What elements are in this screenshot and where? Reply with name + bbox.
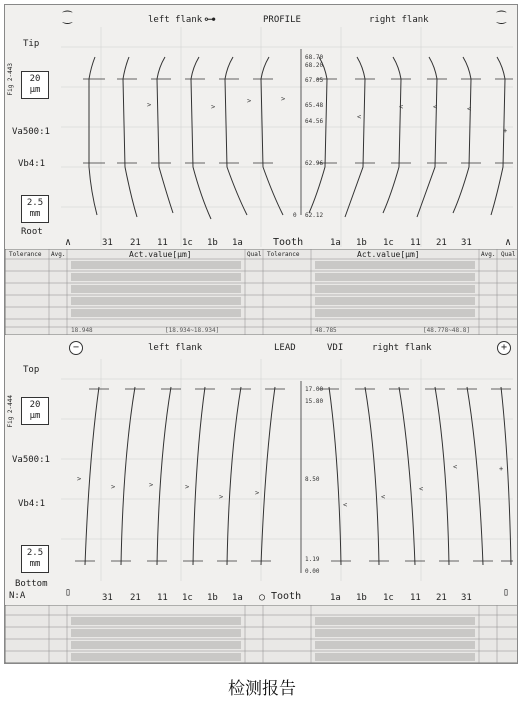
lead-plot (61, 359, 513, 581)
profile-trace-left-2 (123, 57, 137, 217)
profile-tolerance-ticks (83, 79, 513, 163)
tooth-number: 1a (330, 593, 341, 603)
marker-gt: > (147, 101, 152, 109)
report-caption: 检测报告 (228, 679, 296, 699)
profile-trace-left-5 (225, 57, 247, 215)
scale-unit: µm (29, 411, 41, 421)
profile-data-table (5, 249, 518, 335)
profile-table-bottom-right: 48.785 (315, 327, 337, 334)
lead-data-table (5, 605, 518, 663)
profile-corner-icon-right: ⁐ (497, 11, 506, 24)
profile-traces (89, 57, 508, 219)
profile-left-flank-label: left flank (148, 15, 203, 25)
tooth-number: 1c (383, 593, 394, 603)
profile-vertical-scale-box (21, 71, 49, 99)
profile-tip-label: Tip (23, 39, 40, 49)
marker-lt: < (399, 103, 404, 111)
tooth-number: 1b (207, 238, 218, 248)
tooth-number: 21 (436, 593, 447, 603)
profile-table-actual-header: Act.value[µm] (129, 250, 192, 259)
axis-value: 17.00 (305, 386, 324, 393)
profile-grid (61, 27, 513, 247)
scale-value: 2.5 (26, 548, 44, 558)
axis-value: 64.56 (305, 118, 324, 125)
lead-axis-values (305, 386, 323, 575)
lead-bottom-label: Bottom (15, 579, 48, 589)
profile-side-label: Fig 2-443 (7, 63, 14, 96)
tooth-number: 1b (207, 593, 218, 603)
profile-trace-left-3 (157, 57, 173, 213)
tooth-number: 1a (330, 238, 341, 248)
bracket-icon: ∧ (505, 237, 512, 248)
tooth-number: 21 (436, 238, 447, 248)
lead-trace-left-1 (85, 387, 99, 565)
lead-left-flank-label: left flank (148, 343, 203, 353)
axis-value: 68.20 (305, 62, 324, 69)
lead-trace-left-2 (121, 387, 135, 565)
tooth-selector-icon[interactable]: ○ (259, 592, 266, 603)
tooth-number: 11 (157, 593, 168, 603)
tooth-number: 31 (102, 238, 113, 248)
axis-value: 62.96 (305, 160, 324, 167)
marker-lt: < (433, 103, 438, 111)
marker-lt: < (381, 493, 386, 501)
profile-trace-left-1 (89, 57, 97, 215)
profile-table-avg-header-right: Avg. (481, 251, 496, 258)
marker-gt: > (185, 483, 190, 491)
profile-ratio-b: Vb4:1 (18, 159, 46, 169)
tooth-number: 1a (232, 593, 243, 603)
profile-table-qual-header: Qual (247, 251, 262, 258)
marker-gt: > (149, 481, 154, 489)
axis-value: 67.05 (305, 77, 324, 84)
profile-trace-right-4 (417, 57, 437, 217)
tooth-number: 1a (232, 238, 243, 248)
profile-trace-right-2 (345, 57, 365, 217)
axis-value: 65.48 (305, 102, 324, 109)
marker-gt: > (255, 489, 260, 497)
marker-plus: + (503, 127, 508, 135)
marker-lt: < (343, 501, 348, 509)
marker-lt: < (453, 463, 458, 471)
axis-zero: 0 (293, 212, 297, 219)
profile-table-tolerance-header-right: Tolerance (267, 251, 300, 258)
marker-gt: > (247, 97, 252, 105)
zoom-in-button[interactable]: + (497, 341, 511, 355)
lead-trace-right-6 (501, 387, 511, 565)
lead-ratio-b: Vb4:1 (18, 499, 46, 509)
marker-gt: > (281, 95, 286, 103)
lead-top-label: Top (23, 365, 40, 375)
lead-title: LEAD (274, 343, 296, 353)
lead-trace-right-2 (365, 387, 379, 565)
marker-plus: + (499, 465, 504, 473)
profile-title: PROFILE (263, 15, 301, 25)
profile-trace-left-6 (261, 57, 286, 215)
lead-right-flank-label: right flank (372, 343, 432, 353)
scale-value: 2.5 (26, 198, 44, 208)
profile-tooth-label: Tooth (273, 237, 304, 248)
axis-value: 1.19 (305, 556, 320, 563)
tooth-number: 31 (461, 238, 472, 248)
scale-unit: mm (29, 209, 41, 219)
lead-traces (85, 387, 511, 565)
lead-horizontal-scale-box (21, 545, 49, 573)
axis-value: 8.50 (305, 476, 320, 483)
profile-corner-icon: ⁐ (63, 11, 72, 24)
profile-table-tolerance-header: Tolerance (9, 251, 42, 258)
lead-ratio-a: Va500:1 (12, 455, 50, 465)
scale-unit: µm (29, 85, 41, 95)
bracket-icon: ▯ (65, 587, 72, 598)
tooth-number: 31 (461, 593, 472, 603)
tooth-number: 11 (410, 593, 421, 603)
lead-trace-right-3 (399, 387, 415, 565)
tooth-number: 31 (102, 593, 113, 603)
lead-trace-right-1 (329, 387, 341, 565)
lead-trace-right-5 (467, 387, 483, 565)
lead-tooth-label: Tooth (271, 591, 302, 602)
axis-value: 15.80 (305, 398, 324, 405)
tooth-number: 11 (157, 238, 168, 248)
marker-lt: < (419, 485, 424, 493)
profile-markers (147, 95, 507, 135)
profile-trace-left-4 (191, 57, 211, 219)
profile-table-qual-header-right: Qual (501, 251, 516, 258)
scale-value: 20 (29, 74, 41, 84)
marker-gt: > (219, 493, 224, 501)
tooth-number: 1b (356, 593, 367, 603)
tooth-number: 1c (182, 593, 193, 603)
marker-lt: < (357, 113, 362, 121)
bracket-icon: ▯ (503, 587, 510, 598)
zoom-out-button[interactable]: − (69, 341, 83, 355)
lead-na-label: N:A (9, 591, 26, 601)
flank-symbol-icon: ⊶ (204, 12, 216, 26)
tooth-number: 1c (383, 238, 394, 248)
lead-trace-left-6 (261, 387, 275, 565)
profile-right-flank-label: right flank (369, 15, 429, 25)
lead-trace-left-5 (227, 387, 241, 565)
profile-table-bottom-left-range: [18.934~18.934] (165, 327, 220, 334)
lead-markers (77, 463, 503, 509)
bracket-icon: ∧ (65, 237, 72, 248)
lead-trace-left-4 (193, 387, 205, 565)
tooth-number: 21 (130, 238, 141, 248)
lead-side-label: Fig 2-444 (7, 395, 14, 428)
lead-vertical-scale-box (21, 397, 49, 425)
axis-value: 68.70 (305, 54, 324, 61)
profile-table-avg-header: Avg. (51, 251, 66, 258)
profile-trace-right-5 (453, 57, 471, 213)
tooth-number: 1c (182, 238, 193, 248)
profile-table-actual-header-right: Act.value[µm] (357, 250, 420, 259)
lead-grid (61, 359, 513, 581)
profile-plot (61, 27, 513, 247)
scale-unit: mm (29, 559, 41, 569)
tooth-number: 21 (130, 593, 141, 603)
profile-table-bottom-left: 18.948 (71, 327, 93, 334)
profile-axis-values (293, 54, 323, 219)
axis-value: 0.00 (305, 568, 320, 575)
tooth-number: 11 (410, 238, 421, 248)
marker-gt: > (111, 483, 116, 491)
profile-table-bottom-right-range: [48.778~48.8] (423, 327, 470, 334)
profile-root-label: Root (21, 227, 43, 237)
profile-trace-right-6 (491, 57, 508, 215)
profile-trace-right-3 (383, 57, 404, 213)
lead-trace-left-3 (157, 387, 171, 565)
lead-trace-right-4 (435, 387, 449, 565)
marker-gt: > (211, 103, 216, 111)
marker-lt: < (467, 105, 472, 113)
marker-gt: > (77, 475, 82, 483)
tooth-number: 1b (356, 238, 367, 248)
profile-ratio-a: Va500:1 (12, 127, 50, 137)
profile-horizontal-scale-box (21, 195, 49, 223)
inspection-report-sheet (4, 4, 518, 664)
lead-tolerance-ticks (75, 389, 513, 561)
axis-value: 62.12 (305, 212, 324, 219)
scale-value: 20 (29, 400, 41, 410)
lead-standard: VDI (327, 343, 344, 353)
